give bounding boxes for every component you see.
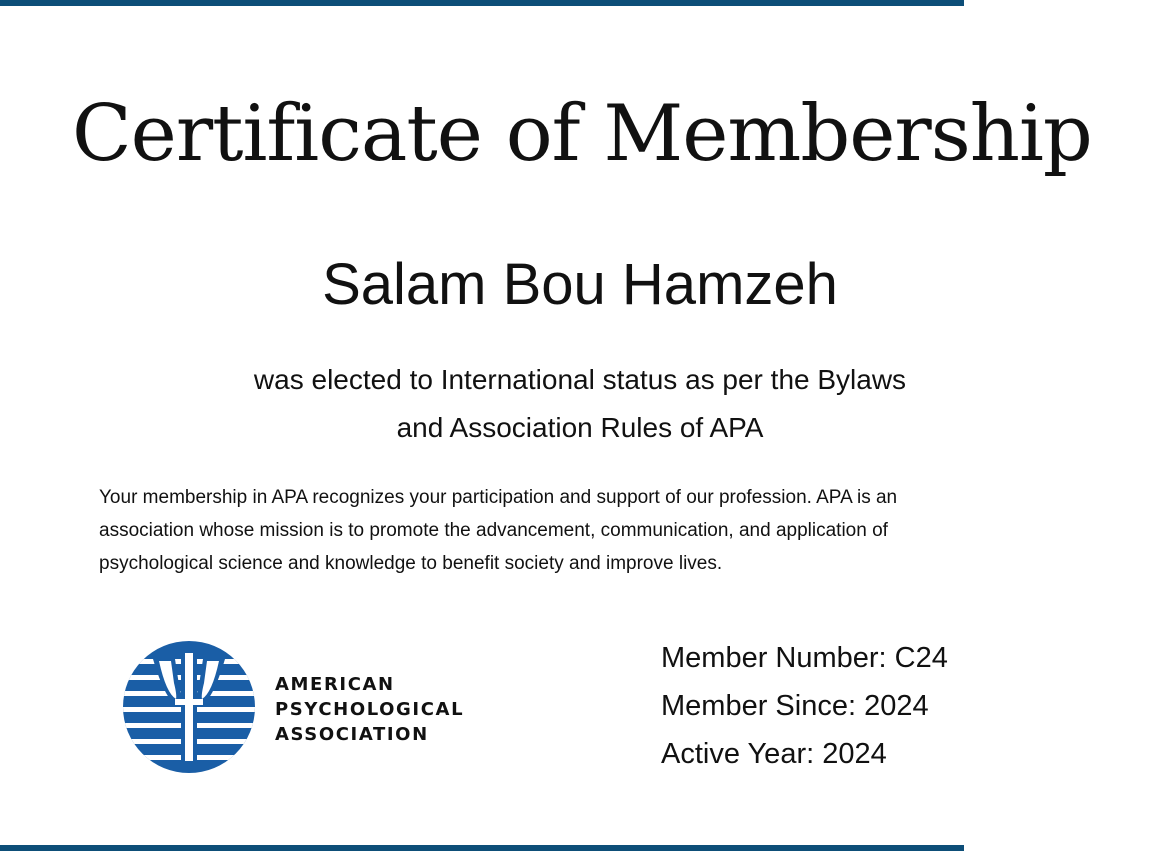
- membership-details: [661, 634, 948, 778]
- mission-paragraph: [99, 481, 897, 580]
- member-number: Member Number: C24: [661, 642, 948, 674]
- member-name: Salam Bou Hamzeh: [322, 252, 838, 317]
- election-line: and Association Rules of APA: [396, 412, 764, 443]
- top-border: [0, 0, 964, 6]
- election-statement: [0, 356, 1160, 452]
- bottom-border: [0, 845, 964, 851]
- wordmark-line: PSYCHOLOGICAL: [275, 699, 465, 720]
- mission-line: association whose mission is to promote the advancement, communication, and application of: [99, 520, 888, 541]
- apa-psi-logo-icon: [123, 641, 255, 773]
- wordmark-line: ASSOCIATION: [275, 724, 429, 745]
- election-line: was elected to International status as per the Bylaws: [253, 364, 907, 395]
- member-since: Member Since: 2024: [661, 690, 929, 722]
- certificate-title: Certificate of Membership: [72, 89, 1092, 179]
- mission-line: psychological science and knowledge to benefit society and improve lives.: [99, 553, 723, 574]
- mission-line: Your membership in APA recognizes your participation and support of our profession. APA is an: [99, 487, 898, 508]
- active-year: Active Year: 2024: [661, 738, 887, 770]
- apa-wordmark: [275, 672, 464, 747]
- wordmark-line: AMERICAN: [275, 674, 395, 695]
